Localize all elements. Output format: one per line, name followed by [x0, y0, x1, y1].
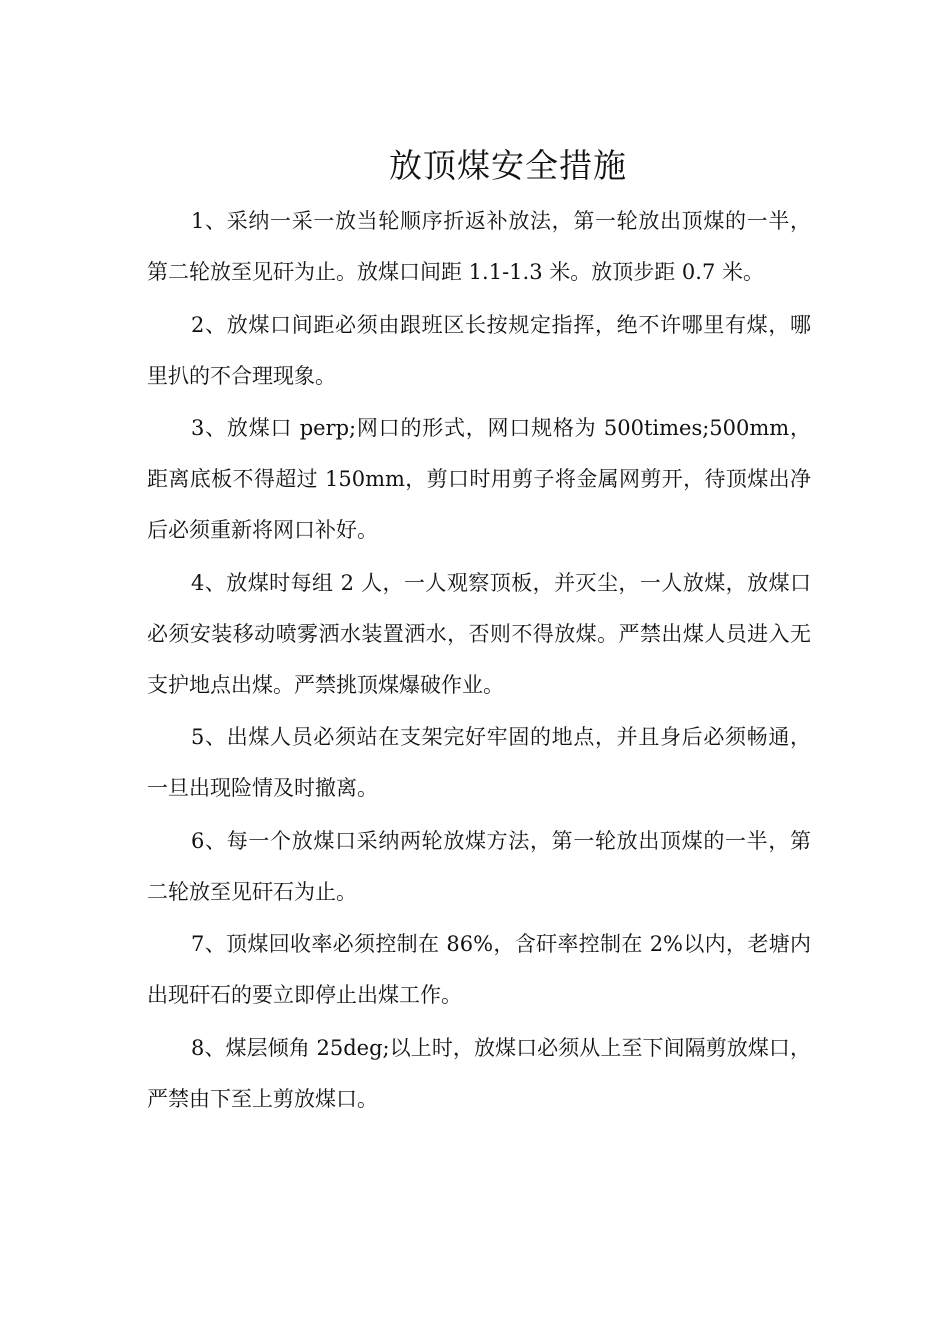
paragraph-3: 3、放煤口 perp;网口的形式，网口规格为 500times;500mm，距离底板不得超过 150mm，剪口时用剪子将金属网剪开，待顶煤出净后必须重新将网口补好。: [147, 416, 811, 542]
paragraph-8: 8、煤层倾角 25deg;以上时，放煤口必须从上至下间隔剪放煤口，严禁由下至上剪放煤口。: [147, 1035, 811, 1111]
paragraph-5: 5、出煤人员必须站在支架完好牢固的地点，并且身后必须畅通，一旦出现险情及时撤离。: [147, 725, 811, 800]
paragraph-2: 2、放煤口间距必须由跟班区长按规定指挥，绝不许哪里有煤，哪里扒的不合理现象。: [147, 312, 811, 388]
document-title: 放顶煤安全措施: [389, 146, 627, 186]
paragraph-6: 6、每一个放煤口采纳两轮放煤方法，第一轮放出顶煤的一半，第二轮放至见矸石为止。: [147, 828, 811, 904]
document-body: [147, 196, 811, 1126]
paragraph-7: 7、顶煤回收率必须控制在 86%，含矸率控制在 2%以内，老塘内出现矸石的要立即停止出煤工作。: [147, 932, 811, 1007]
paragraph-1: 1、采纳一采一放当轮顺序折返补放法，第一轮放出顶煤的一半，第二轮放至见矸为止。放煤口间距 1.1-1.3 米。放顶步距 0.7 米。: [147, 209, 811, 284]
paragraph-4: 4、放煤时每组 2 人，一人观察顶板，并灭尘，一人放煤，放煤口必须安装移动喷雾洒水装置洒水，否则不得放煤。严禁出煤人员进入无支护地点出煤。严禁挑顶煤爆破作业。: [147, 570, 811, 697]
